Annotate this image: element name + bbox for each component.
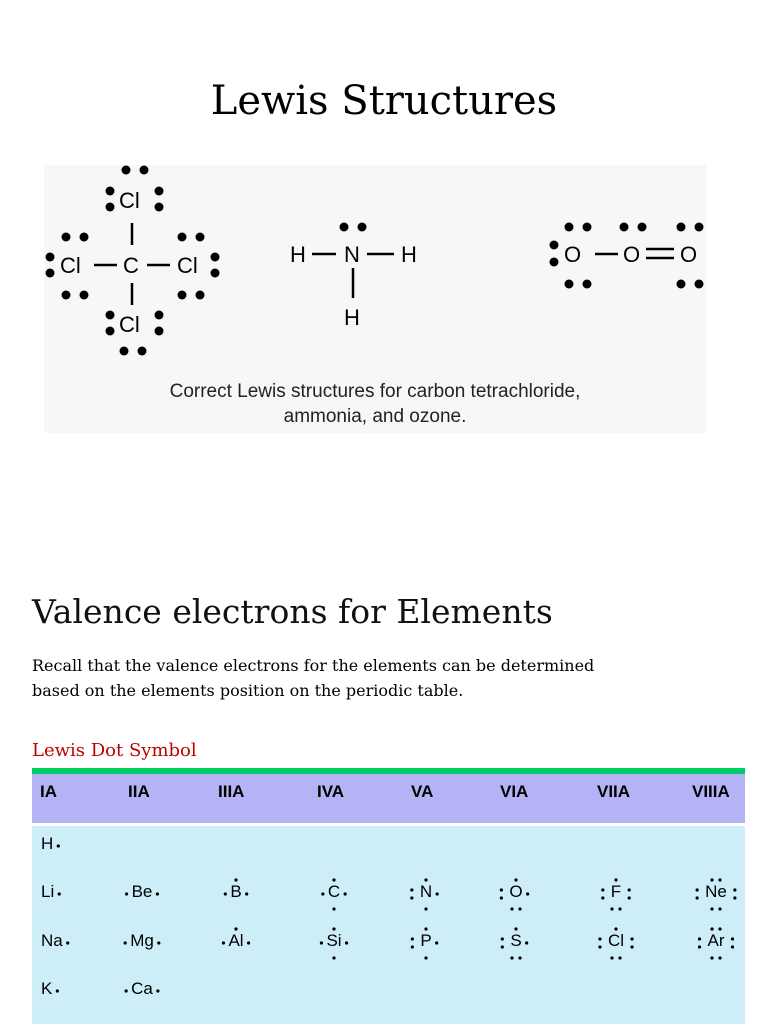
valence-electron-dot [598,945,601,948]
nh3-right-h: H [401,242,417,267]
valence-electron-dot [245,892,248,895]
o3-center-o: O [623,242,641,267]
element-symbol-na: Na [41,931,63,950]
valence-electron-dot [125,989,128,992]
valence-electron-dot [124,941,127,944]
element-symbol-n: N [419,882,433,901]
valence-electron-dot [56,989,59,992]
valence-electron-dot [345,941,348,944]
valence-electron-dot [222,941,225,944]
element-symbol-ar: Ar [707,931,725,950]
element-symbol-k: K [41,979,53,998]
ccl4-center-c: C [123,253,139,278]
valence-electron-dot [321,892,324,895]
header-group-2: IIA [128,782,150,801]
element-symbol-si: Si [326,931,342,950]
valence-electron-dot [698,937,701,940]
page-title: Lewis Structures [210,78,558,124]
valence-electron-dot [718,956,721,959]
header-group-4: IVA [317,782,345,801]
valence-electron-dot [224,892,227,895]
lone-pair-dots [46,166,704,356]
valence-electron-dot [332,907,335,910]
valence-electron-dot [733,888,736,891]
header-group-5: VA [411,782,434,801]
nh3-center-n: N [344,242,360,267]
valence-electron-dot [411,945,414,948]
valence-electron-dot [156,892,159,895]
paragraph-line-1: Recall that the valence electrons for the elements can be determined [32,656,595,675]
valence-electron-dot [424,956,427,959]
intro-paragraph [32,653,692,703]
valence-electron-dot [628,888,631,891]
valence-electron-dot [598,937,601,940]
nh3-left-h: H [290,242,306,267]
valence-electron-dot [630,937,633,940]
valence-electron-dot [510,907,513,910]
valence-electron-dot [610,907,613,910]
valence-electron-dot [710,907,713,910]
valence-electron-dot [424,907,427,910]
element-symbol-be: Be [131,882,153,901]
valence-electron-dot [501,945,504,948]
element-symbol-s: S [510,931,522,950]
valence-electron-dot [618,956,621,959]
valence-electron-dot [247,941,250,944]
valence-electron-dot [518,907,521,910]
nh3-bottom-h: H [344,305,360,330]
valence-electron-dot [125,892,128,895]
valence-electron-dot [526,892,529,895]
element-symbol-f: F [610,882,622,901]
lewis-dot-table [32,768,745,1024]
valence-electron-dot [500,888,503,891]
element-symbol-mg: Mg [130,931,154,950]
ccl4-left-cl: Cl [60,253,81,278]
valence-electron-dot [710,956,713,959]
table-header-separator [32,823,745,826]
valence-electron-dot [344,892,347,895]
header-group-3: IIIA [218,782,245,801]
o3-right-o: O [680,242,698,267]
header-group-8: VIIIA [692,782,730,801]
ccl4-bottom-cl: Cl [119,312,140,337]
element-symbol-li: Li [41,882,55,901]
valence-electron-dot [58,892,61,895]
element-symbol-al: Al [228,931,244,950]
valence-electron-dot [156,989,159,992]
valence-electron-dot [500,896,503,899]
valence-electron-dot [630,945,633,948]
header-group-6: VIA [500,782,529,801]
valence-electron-dot [320,941,323,944]
valence-electron-dot [510,956,513,959]
valence-electron-dot [731,945,734,948]
header-group-7: VIIA [597,782,631,801]
valence-electron-dot [698,945,701,948]
caption-line-2: ammonia, and ozone. [283,406,467,427]
element-symbol-c: C [327,882,341,901]
valence-electron-dot [525,941,528,944]
paragraph-line-2: based on the elements position on the periodic table. [32,681,464,700]
o3-left-o: O [564,242,582,267]
valence-electron-dot [57,844,60,847]
valence-electron-dot [601,888,604,891]
valence-electron-dot [410,888,413,891]
element-symbol-ca: Ca [131,979,153,998]
caption-line-1: Correct Lewis structures for carbon tetrachloride, [169,381,581,402]
section-heading: Valence electrons for Elements [32,592,553,631]
element-symbol-b: B [230,882,242,901]
valence-electron-dot [518,956,521,959]
valence-electron-dot [501,937,504,940]
valence-electron-dot [435,941,438,944]
element-symbol-cl: Cl [607,931,625,950]
valence-electron-dot [610,956,613,959]
valence-electron-dot [410,896,413,899]
valence-electron-dot [66,941,69,944]
valence-electron-dot [696,896,699,899]
valence-electron-dot [436,892,439,895]
header-group-1: IA [40,782,57,801]
element-symbol-o: O [509,882,523,901]
ccl4-top-cl: Cl [119,188,140,213]
valence-electron-dot [696,888,699,891]
valence-electron-dot [157,941,160,944]
valence-electron-dot [332,956,335,959]
element-symbol-h: H [41,834,54,853]
valence-electron-dot [733,896,736,899]
element-symbol-p: P [420,931,432,950]
element-symbol-ne: Ne [705,882,727,901]
valence-electron-dot [618,907,621,910]
valence-electron-dot [411,937,414,940]
valence-electron-dot [601,896,604,899]
lewis-structures-figure [44,165,706,433]
figure-caption [44,379,706,429]
ccl4-right-cl: Cl [177,253,198,278]
valence-electron-dot [718,907,721,910]
valence-electron-dot [628,896,631,899]
valence-electron-dot [731,937,734,940]
lewis-dot-symbol-label: Lewis Dot Symbol [32,740,197,761]
